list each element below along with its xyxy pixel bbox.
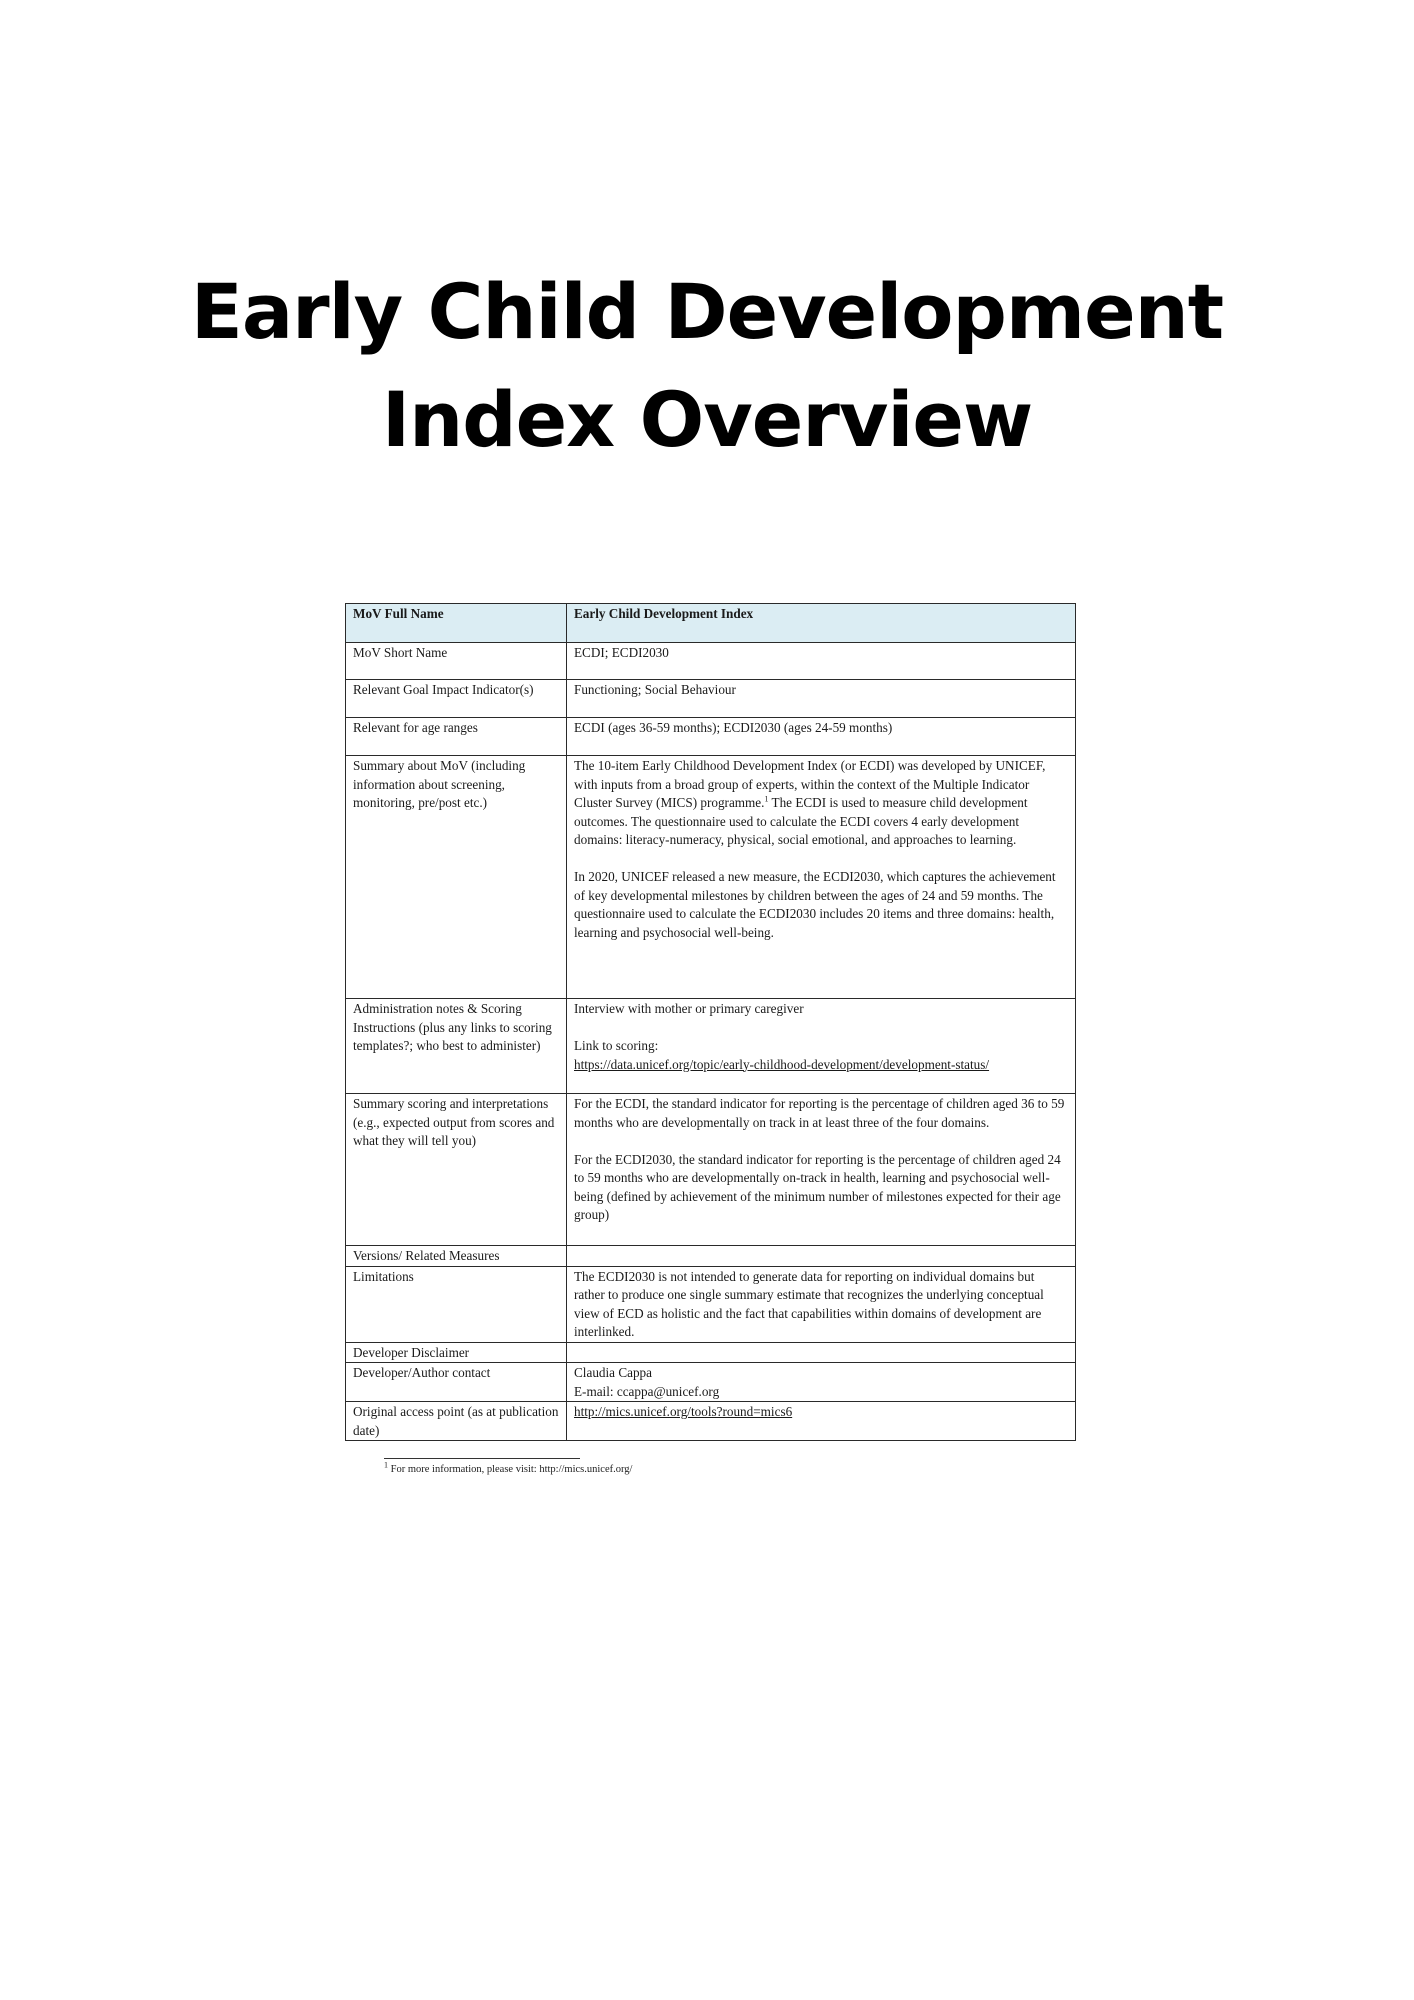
row-value (567, 1402, 1076, 1441)
contact-email[interactable]: E-mail: ccappa@unicef.org (574, 1383, 720, 1399)
access-point-link[interactable]: http://mics.unicef.org/tools?round=mics6 (574, 1404, 793, 1419)
row-value (567, 1246, 1076, 1267)
footnote-divider (384, 1458, 580, 1459)
row-label: Summary about MoV (including information about screening, monitoring, pre/post etc.) (346, 756, 567, 999)
row-label: Limitations (346, 1266, 567, 1342)
header-value: Early Child Development Index (567, 604, 1076, 643)
footnote (384, 1460, 633, 1475)
page-title-line-2: Index Overview (381, 375, 1033, 464)
page-title (0, 258, 1414, 474)
row-value: ECDI; ECDI2030 (567, 643, 1076, 680)
row-label: MoV Short Name (346, 643, 567, 680)
page-title-line-1: Early Child Development (190, 267, 1224, 356)
row-value: ECDI (ages 36-59 months); ECDI2030 (ages 24-59 months) (567, 718, 1076, 756)
row-label: Summary scoring and interpretations (e.g., expected output from scores and what they will tell you) (346, 1094, 567, 1246)
scoring-paragraph-1: For the ECDI, the standard indicator for reporting is the percentage of children aged 36 to 59 months who are developmentally on track in at least three of the four domains. (574, 1096, 1065, 1130)
table-row-age-ranges (346, 718, 1076, 756)
footnote-ref[interactable]: 1 (764, 794, 769, 804)
scoring-link-label: Link to scoring: (574, 1038, 659, 1053)
summary-paragraph-1: The 10-item Early Childhood Development Index (or ECDI) was developed by UNICEF, with inputs from a broad group of experts, within the context of the Multiple Indicator Cluster Survey (MICS) programme.$^1$ The ECDI is used to measure child development outcomes. The questionnaire used to calculate the ECDI covers 4 early development domains: literacy-numeracy, physical, social emotional, and approaches to learning. (574, 758, 1046, 847)
scoring-paragraph-2: For the ECDI2030, the standard indicator for reporting is the percentage of children aged 24 to 59 months who are developmentally on-track in health, learning and psychosocial well-being (defined by achievement of the minimum number of milestones expected for their age group) (574, 1151, 1061, 1222)
row-value (567, 1094, 1076, 1246)
scoring-link[interactable]: https://data.unicef.org/topic/early-childhood-development/development-status/ (574, 1056, 990, 1072)
row-label: Original access point (as at publication date) (346, 1402, 567, 1441)
table-row-administration (346, 999, 1076, 1094)
row-value (567, 1363, 1076, 1402)
row-label: Developer/Author contact (346, 1363, 567, 1402)
footnote-text: For more information, please visit: http://mics.unicef.org/ (388, 1464, 633, 1475)
table-row-disclaimer (346, 1342, 1076, 1363)
table-row-access-point (346, 1402, 1076, 1441)
row-value: Functioning; Social Behaviour (567, 680, 1076, 718)
row-value (567, 1342, 1076, 1363)
table-row-short-name (346, 643, 1076, 680)
administration-note: Interview with mother or primary caregiver (574, 1001, 804, 1016)
table-row-contact (346, 1363, 1076, 1402)
row-label: Administration notes & Scoring Instructions (plus any links to scoring templates?; who best to administer) (346, 999, 567, 1094)
row-value (567, 756, 1076, 999)
table-row-scoring-summary (346, 1094, 1076, 1246)
footnote-marker: 1 (384, 1460, 388, 1470)
table-header-row (346, 604, 1076, 643)
table-row-limitations (346, 1266, 1076, 1342)
row-label: Relevant Goal Impact Indicator(s) (346, 680, 567, 718)
row-label: Developer Disclaimer (346, 1342, 567, 1363)
table-row-goal-indicator (346, 680, 1076, 718)
mov-overview-table (345, 603, 1076, 1441)
row-value (567, 999, 1076, 1094)
row-label: Relevant for age ranges (346, 718, 567, 756)
header-label: MoV Full Name (346, 604, 567, 643)
contact-name: Claudia Cappa (574, 1365, 653, 1380)
table-row-summary (346, 756, 1076, 999)
row-value: The ECDI2030 is not intended to generate data for reporting on individual domains but rather to produce one single summary estimate that recognizes the underlying conceptual view of ECD as holistic and the fact that capabilities within domains of development are interlinked. (567, 1266, 1076, 1342)
table-row-versions (346, 1246, 1076, 1267)
summary-paragraph-2: In 2020, UNICEF released a new measure, the ECDI2030, which captures the achievement of key developmental milestones by children between the ages of 24 and 59 months. The questionnaire used to calculate the ECDI2030 includes 20 items and three domains: health, learning and psychosocial well-being. (574, 869, 1056, 940)
row-label: Versions/ Related Measures (346, 1246, 567, 1267)
